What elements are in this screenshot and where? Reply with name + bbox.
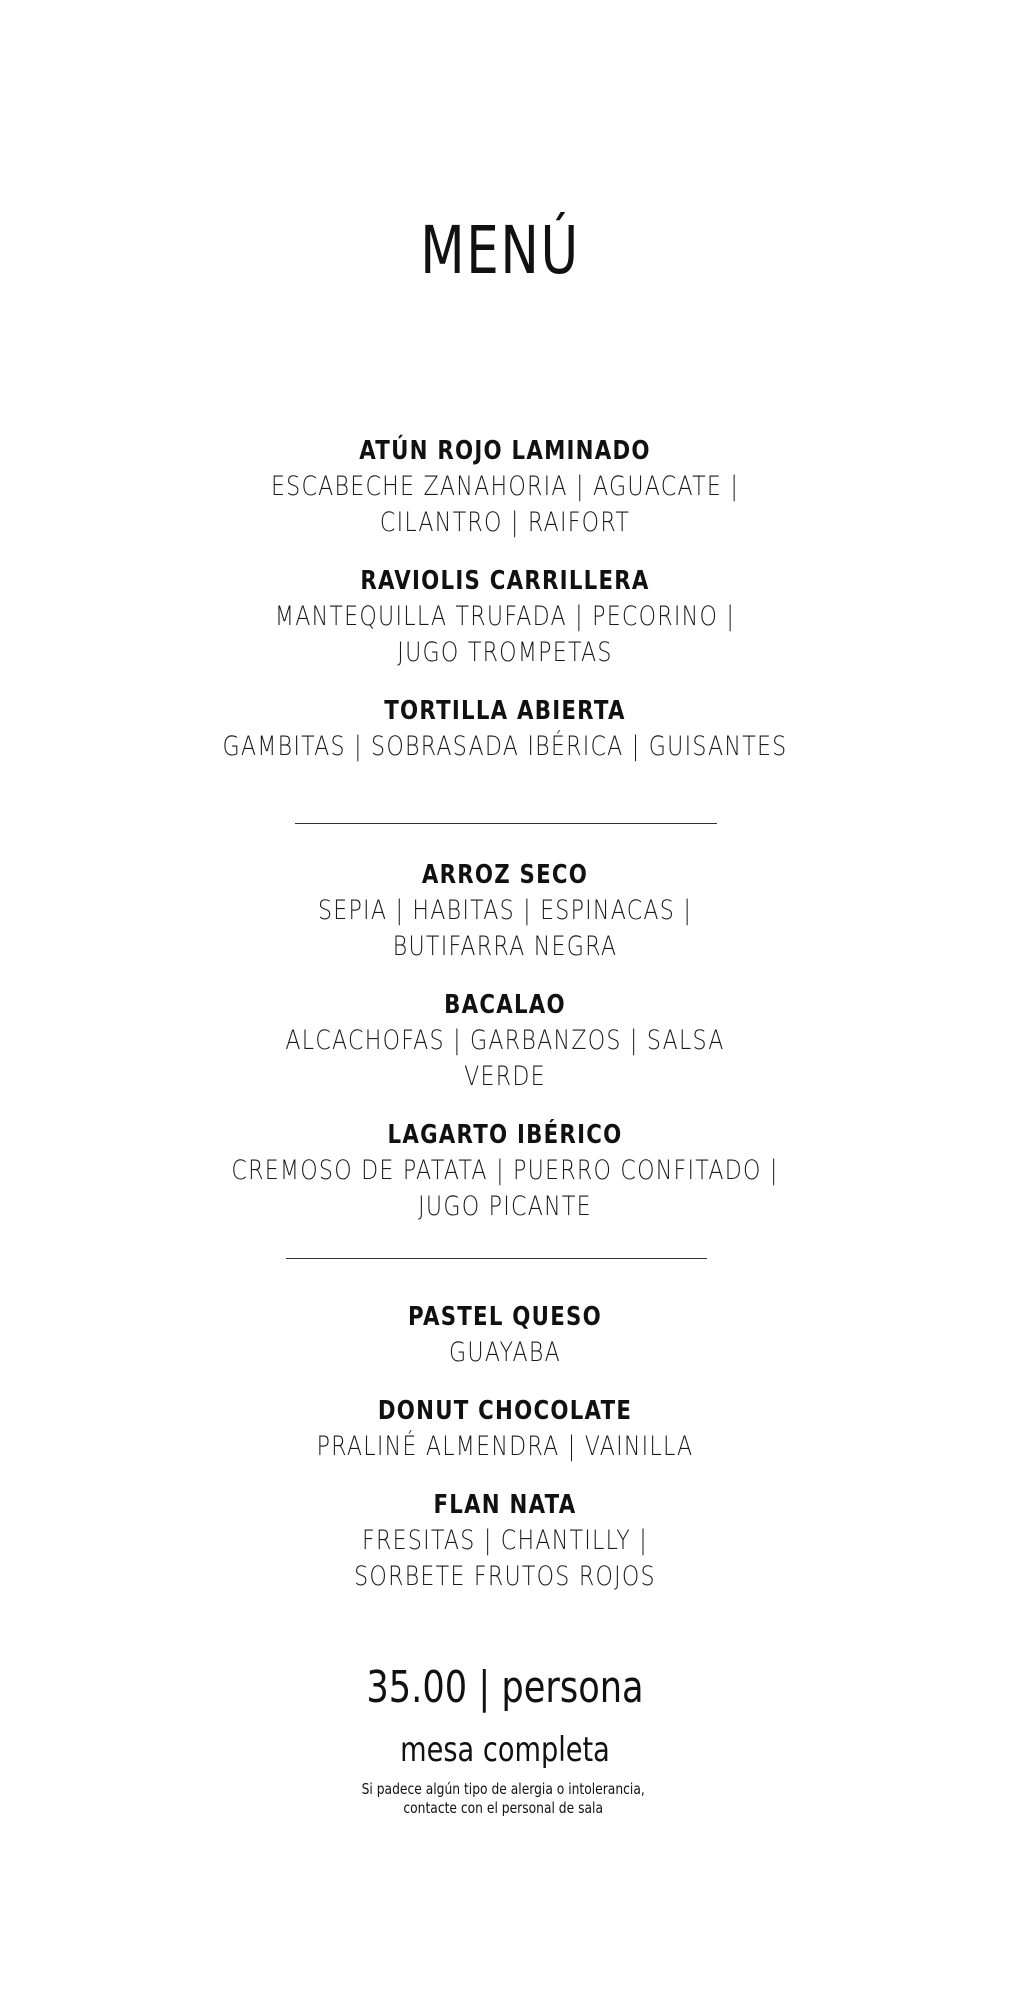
dish-item xyxy=(0,1487,1010,1595)
allergy-notice-line: contacte con el personal de sala xyxy=(403,1799,603,1817)
dish-name: RAVIOLIS CARRILLERA xyxy=(360,566,650,596)
dish-description: ESCABECHE ZANAHORIA | AGUACATE | xyxy=(270,471,740,502)
dish-item xyxy=(0,433,1010,541)
dish-item xyxy=(0,1393,1010,1465)
dish-description: PRALINÉ ALMENDRA | VAINILLA xyxy=(316,1431,694,1462)
starters-section xyxy=(0,433,1010,765)
mains-section xyxy=(0,857,1010,1225)
dish-name: PASTEL QUESO xyxy=(408,1302,602,1332)
dish-description: JUGO PICANTE xyxy=(418,1191,592,1222)
dish-description: JUGO TROMPETAS xyxy=(397,637,613,668)
dish-description: SORBETE FRUTOS ROJOS xyxy=(354,1561,656,1592)
allergy-notice xyxy=(89,1780,917,1818)
dish-name: ARROZ SECO xyxy=(421,860,589,890)
dish-description: GAMBITAS | SOBRASADA IBÉRICA | GUISANTES xyxy=(222,731,788,762)
desserts-section xyxy=(0,1299,1010,1595)
dish-name: ATÚN ROJO LAMINADO xyxy=(359,436,651,466)
dish-item xyxy=(0,1117,1010,1225)
dish-description: VERDE xyxy=(464,1061,546,1092)
dish-description: ALCACHOFAS | GARBANZOS | SALSA xyxy=(285,1025,725,1056)
dish-name: BACALAO xyxy=(444,990,566,1020)
dish-name: TORTILLA ABIERTA xyxy=(384,696,626,726)
dish-description: CILANTRO | RAIFORT xyxy=(379,507,631,538)
dish-description: FRESITAS | CHANTILLY | xyxy=(362,1525,648,1556)
price-condition: mesa completa xyxy=(400,1730,610,1770)
section-divider xyxy=(286,1258,707,1259)
allergy-notice-line: Si padece algún tipo de alergia o intolerancia, xyxy=(361,1780,645,1798)
dish-description: CREMOSO DE PATATA | PUERRO CONFITADO | xyxy=(231,1155,779,1186)
dish-description: SEPIA | HABITAS | ESPINACAS | xyxy=(317,895,693,926)
dish-name: DONUT CHOCOLATE xyxy=(377,1396,633,1426)
dish-description: MANTEQUILLA TRUFADA | PECORINO | xyxy=(274,601,736,632)
dish-item xyxy=(0,563,1010,671)
dish-item xyxy=(0,857,1010,965)
menu-price: 35.00 | persona xyxy=(366,1662,644,1713)
dish-description: GUAYABA xyxy=(448,1337,561,1368)
section-divider xyxy=(295,823,717,824)
dish-description: BUTIFARRA NEGRA xyxy=(392,931,618,962)
dish-item xyxy=(0,1299,1010,1371)
menu-title: MENÚ xyxy=(420,212,580,289)
dish-item xyxy=(0,987,1010,1095)
dish-name: FLAN NATA xyxy=(433,1490,577,1520)
dish-name: LAGARTO IBÉRICO xyxy=(387,1120,623,1150)
dish-item xyxy=(0,693,1010,765)
